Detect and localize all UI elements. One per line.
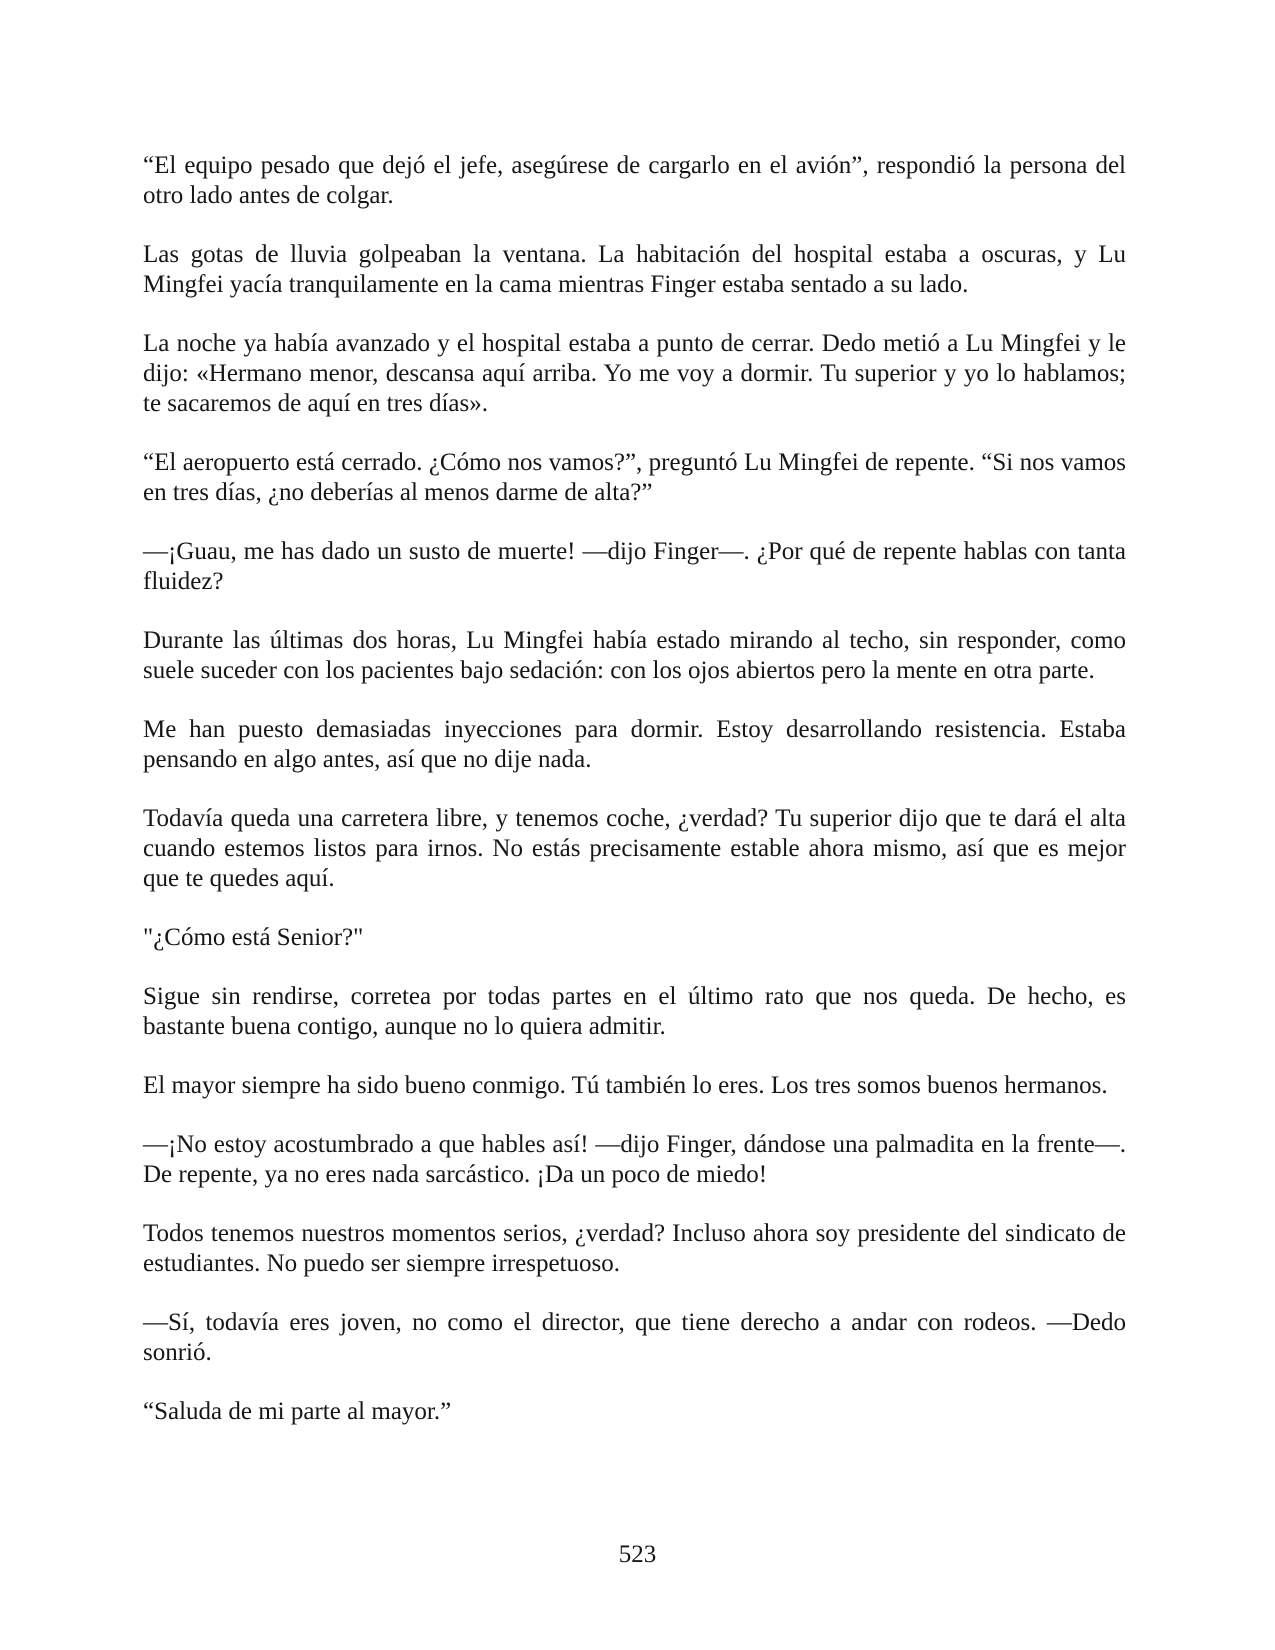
paragraph-1: “El equipo pesado que dejó el jefe, asegúrese de cargarlo en el avión”, respondió la persona del otro lado antes de colgar. [143,152,1126,209]
paragraph-15: “Saluda de mi parte al mayor.” [143,1398,452,1425]
paragraph-9: "¿Cómo está Senior?" [143,924,364,951]
paragraph-6: Durante las últimas dos horas, Lu Mingfei había estado mirando al techo, sin responder, como suele suceder con los pacientes bajo sedación: con los ojos abiertos pero la mente en otra parte. [143,627,1126,684]
paragraph-8: Todavía queda una carretera libre, y tenemos coche, ¿verdad? Tu superior dijo que te dará el alta cuando estemos listos para irnos. No estás precisamente estable ahora mismo, así que es mejor que te quedes aquí. [143,805,1126,892]
page-number: 523 [618,1541,657,1568]
text-block [143,151,1126,1456]
paragraph-2: Las gotas de lluvia golpeaban la ventana. La habitación del hospital estaba a oscuras, y Lu Mingfei yacía tranquilamente en la cama mientras Finger estaba sentado a su lado. [143,241,1126,298]
paragraph-11: El mayor siempre ha sido bueno conmigo. Tú también lo eres. Los tres somos buenos hermanos. [143,1072,1108,1099]
paragraph-12: —¡No estoy acostumbrado a que hables así! —dijo Finger, dándose una palmadita en la frente—. De repente, ya no eres nada sarcástico. ¡Da un poco de miedo! [143,1131,1126,1188]
paragraph-5: —¡Guau, me has dado un susto de muerte! —dijo Finger—. ¿Por qué de repente hablas con tanta fluidez? [143,538,1126,595]
paragraph-10: Sigue sin rendirse, corretea por todas partes en el último rato que nos queda. De hecho, es bastante buena contigo, aunque no lo quiera admitir. [143,983,1126,1040]
paragraph-14: —Sí, todavía eres joven, no como el director, que tiene derecho a andar con rodeos. —Dedo sonrió. [143,1309,1126,1366]
paragraph-4: “El aeropuerto está cerrado. ¿Cómo nos vamos?”, preguntó Lu Mingfei de repente. “Si nos vamos en tres días, ¿no deberías al menos darme de alta?” [143,449,1126,506]
paragraph-7: Me han puesto demasiadas inyecciones para dormir. Estoy desarrollando resistencia. Estaba pensando en algo antes, así que no dije nada. [143,716,1126,773]
paragraph-13: Todos tenemos nuestros momentos serios, ¿verdad? Incluso ahora soy presidente del sindicato de estudiantes. No puedo ser siempre irrespetuoso. [143,1220,1126,1277]
paragraph-3: La noche ya había avanzado y el hospital estaba a punto de cerrar. Dedo metió a Lu Mingfei y le dijo: «Hermano menor, descansa aquí arriba. Yo me voy a dormir. Tu superior y yo lo hablamos; te sacaremos de aquí en tres días». [143,330,1126,417]
